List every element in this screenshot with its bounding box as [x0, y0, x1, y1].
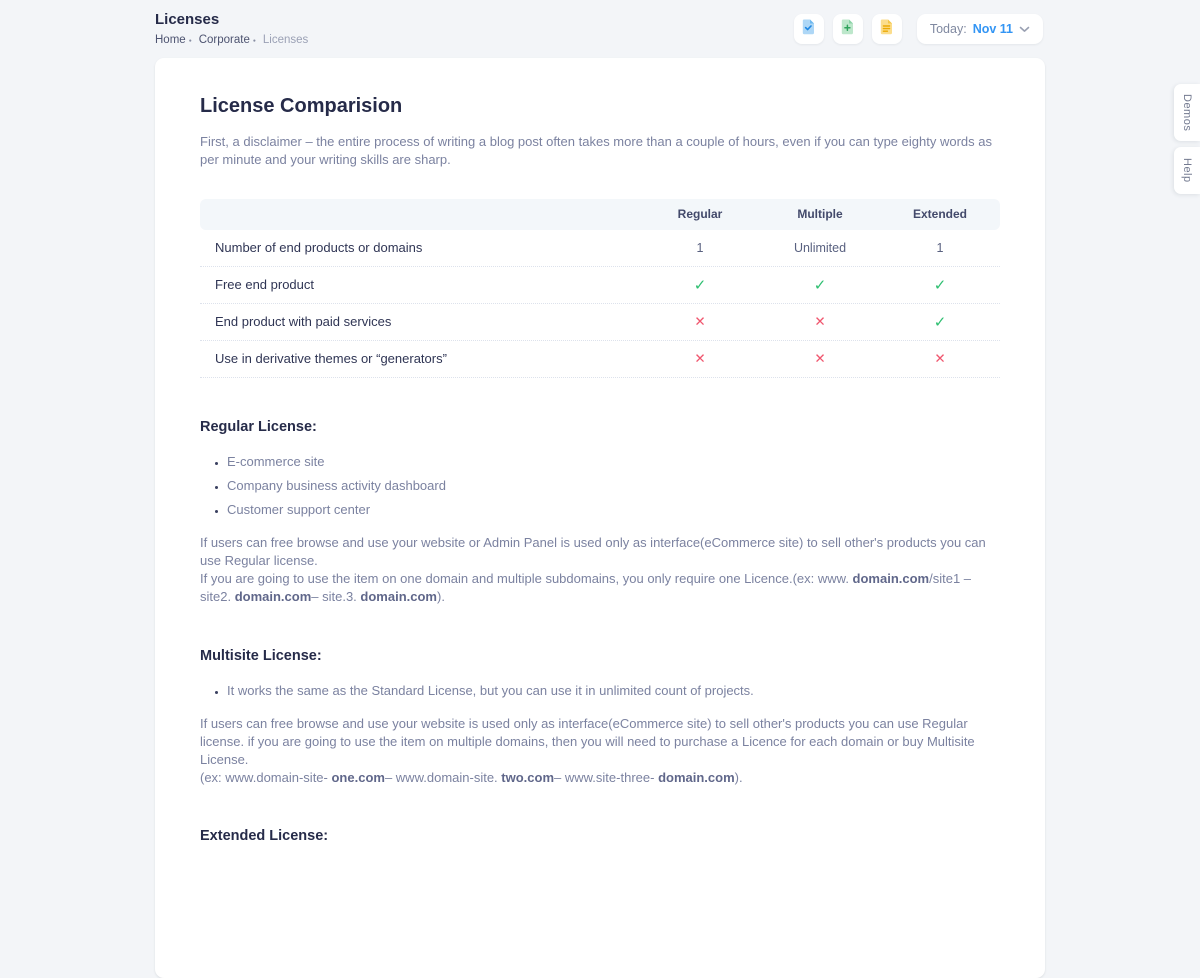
table-row [200, 304, 1000, 341]
table-header-multiple: Multiple [797, 207, 843, 222]
paragraph: (ex: www.domain-site- one.com– www.domain-site. two.com– www.site-three- domain.com). [200, 770, 743, 786]
page-title: Licenses [155, 11, 220, 28]
section-paragraphs [200, 715, 1000, 788]
side-tab-demos[interactable] [1174, 84, 1200, 141]
table-cell [760, 314, 880, 330]
table-body [200, 230, 1000, 378]
section-heading: Regular License: [200, 418, 317, 435]
list-item: • It works the same as the Standard License, but you can use it in unlimited count of projects. [227, 683, 1000, 698]
card-intro: First, a disclaimer – the entire process of writing a blog post often takes more than a couple of hours, even if you can type eighty words as per minute and your writing skills are sharp. [200, 134, 992, 168]
table-header-extended: Extended [912, 207, 967, 222]
section-heading: Multisite License: [200, 647, 322, 664]
section-bullet-list [200, 683, 1000, 698]
breadcrumb-item-home[interactable]: Home [155, 34, 186, 46]
check-icon: ✓ [933, 276, 947, 294]
bold-text: two.com [501, 770, 555, 786]
check-icon: ✓ [933, 313, 947, 331]
list-item: • Customer support center [227, 502, 1000, 517]
table-cell: 1 [936, 240, 944, 255]
list-item: • E-commerce site [227, 454, 1000, 469]
table-header-regular: Regular [677, 207, 723, 222]
card-heading: License Comparision [200, 95, 403, 117]
check-icon: ✓ [813, 276, 827, 294]
table-header-row [200, 199, 1000, 230]
table-row [200, 267, 1000, 304]
cross-icon: ✕ [694, 350, 706, 366]
file-check-button[interactable] [794, 14, 824, 44]
file-check-icon [801, 18, 817, 40]
bold-text: domain.com [360, 589, 437, 605]
date-picker[interactable] [917, 14, 1043, 44]
cross-icon: ✕ [694, 313, 706, 329]
section-heading: Extended License: [200, 828, 329, 845]
breadcrumb-item-licenses: Licenses [262, 34, 309, 46]
side-tab-help[interactable] [1174, 147, 1200, 194]
table-row [200, 230, 1000, 267]
table-cell: 1 [696, 240, 704, 255]
paragraph: If you are going to use the item on one domain and multiple subdomains, you only require one Licence.(ex: www. domain.com/site1 – site2. domain.com– site.3. domain.com). [200, 571, 972, 605]
table-row-label: Number of end products or domains [215, 240, 423, 256]
page-header [155, 12, 308, 46]
cross-icon: ✕ [814, 313, 826, 329]
bold-text: domain.com [852, 571, 930, 587]
table-row-label: Free end product [215, 277, 315, 293]
breadcrumb-separator-icon: ● [188, 37, 192, 44]
breadcrumb-separator-icon: ● [252, 37, 256, 44]
table-row-label: Use in derivative themes or “generators” [215, 351, 447, 367]
license-card [155, 58, 1045, 978]
bold-text: one.com [331, 770, 385, 786]
paragraph: If users can free browse and use your website is used only as interface(eCommerce site) to sell other's products you can use Regular license. if you are going to use the item on multiple domains, then you will need to purchase a Licence for each domain or buy Multisite License. [200, 715, 975, 768]
side-tab-help-label: Help [1181, 158, 1193, 183]
list-item: • Company business activity dashboard [227, 478, 1000, 493]
date-picker-value: Nov 11 [972, 22, 1013, 36]
bold-text: domain.com [234, 589, 312, 605]
chevron-down-icon [1019, 22, 1030, 36]
table-cell [880, 313, 1000, 331]
check-icon: ✓ [693, 276, 707, 294]
breadcrumb [155, 34, 308, 46]
section-bullet-list [200, 454, 1000, 517]
date-picker-label: Today: [929, 22, 967, 36]
section-paragraphs [200, 534, 1000, 607]
file-add-icon [840, 18, 856, 40]
table-cell [640, 276, 760, 294]
license-sections [200, 419, 1000, 845]
table-cell [640, 351, 760, 367]
side-tab-demos-label: Demos [1181, 93, 1193, 132]
file-add-button[interactable] [833, 14, 863, 44]
file-text-icon [879, 18, 895, 40]
table-cell [640, 314, 760, 330]
comparison-table [200, 199, 1000, 378]
table-cell: Unlimited [793, 240, 847, 255]
table-cell [760, 276, 880, 294]
cross-icon: ✕ [934, 350, 946, 366]
table-cell [760, 351, 880, 367]
topbar [0, 0, 1200, 58]
table-row-label: End product with paid services [215, 314, 392, 330]
breadcrumb-item-corporate[interactable]: Corporate [198, 34, 250, 46]
table-cell [880, 351, 1000, 367]
topbar-actions [794, 14, 1043, 44]
table-cell [880, 276, 1000, 294]
table-row [200, 341, 1000, 378]
cross-icon: ✕ [814, 350, 826, 366]
paragraph: If users can free browse and use your website or Admin Panel is used only as interface(eCommerce site) to sell other's products you can use Regular license. [200, 534, 986, 569]
file-text-button[interactable] [872, 14, 902, 44]
bold-text: domain.com [658, 770, 735, 786]
